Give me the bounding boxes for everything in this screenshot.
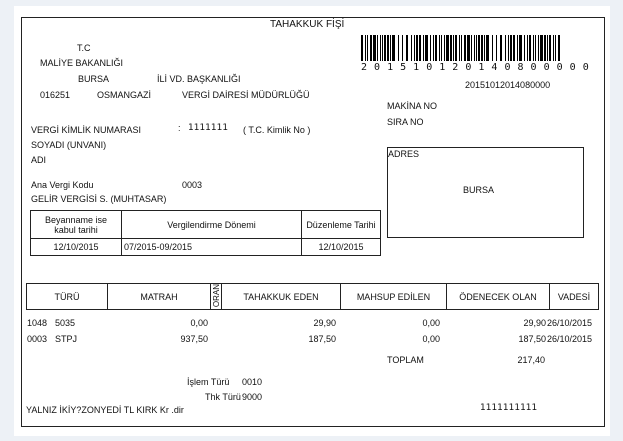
barcode-bar <box>496 35 497 61</box>
barcode-bar <box>464 35 466 61</box>
barcode-bar <box>484 35 485 61</box>
vkn-sep: : <box>178 123 181 133</box>
barcode-bar <box>540 35 543 61</box>
period-cell: 12/10/2015 <box>31 239 122 256</box>
barcode-bar <box>367 35 368 61</box>
barcode-icon <box>361 35 568 61</box>
amount-words: YALNIZ İKİY?ZONYEDİ TL KIRK Kr .dir <box>26 405 184 415</box>
barcode-bar <box>423 35 424 61</box>
barcode-bar <box>524 35 525 61</box>
barcode-bar <box>453 35 454 61</box>
ana-vergi-label: Ana Vergi Kodu <box>31 180 94 190</box>
row-type: 5035 <box>55 318 76 328</box>
barcode-bar <box>535 35 536 61</box>
barcode-bar <box>533 35 534 61</box>
islem-label: İşlem Türü <box>187 377 230 387</box>
barcode-bar <box>406 35 408 61</box>
barcode-bar <box>544 35 546 61</box>
vkn-label: VERGİ KİMLİK NUMARASI <box>31 125 142 135</box>
thk-label: Thk Türü <box>205 392 241 402</box>
barcode-bar <box>444 35 445 61</box>
barcode-bar <box>392 35 395 61</box>
barcode-bar <box>529 35 531 61</box>
col-header: MATRAH <box>108 284 211 310</box>
total-label: TOPLAM <box>387 355 424 365</box>
address-box <box>387 147 584 238</box>
barcode-bar <box>558 35 560 61</box>
vkn-note: ( T.C. Kimlik No ) <box>243 125 311 135</box>
barcode-bar <box>370 35 372 61</box>
tax-name: GELİR VERGİSİ S. (MUHTASAR) <box>31 194 167 204</box>
barcode-bar <box>527 35 528 61</box>
barcode-bar <box>492 35 493 61</box>
barcode-bar <box>547 35 548 61</box>
barcode-bar <box>387 35 389 61</box>
barcode-bar <box>411 35 412 61</box>
col-header: TAHAKKUK EDEN <box>222 284 341 310</box>
address-value: BURSA <box>463 185 495 195</box>
barcode-bar <box>459 35 460 61</box>
barcode-bar <box>361 35 363 61</box>
barcode-bar <box>382 35 383 61</box>
barcode-bar <box>433 35 434 61</box>
period-cell: 07/2015-09/2015 <box>122 239 302 256</box>
adi-label: ADI <box>31 155 47 165</box>
barcode-bar <box>476 35 477 61</box>
ana-vergi-value: 0003 <box>182 180 203 190</box>
barcode-bar <box>425 35 428 61</box>
row-odenecek: 29,90 <box>523 318 546 328</box>
barcode-bar <box>446 35 449 61</box>
col-header: VADESİ <box>550 284 599 310</box>
row-code: 1048 <box>27 318 48 328</box>
barcode-bar <box>513 35 515 61</box>
row-vade: 26/10/2015 <box>547 334 593 344</box>
row-code: 0003 <box>27 334 48 344</box>
barcode-bar <box>486 35 489 61</box>
barcode-bar <box>416 35 418 61</box>
row-matrah: 937,50 <box>180 334 208 344</box>
barcode-bar <box>519 35 522 61</box>
barcode-bar <box>384 35 386 61</box>
barcode-bar <box>380 35 381 61</box>
row-matrah: 0,00 <box>190 318 208 328</box>
barcode-bar <box>402 35 403 61</box>
barcode-bar <box>549 35 551 61</box>
period-header: Beyanname ise kabul tarihi <box>31 211 122 239</box>
reference-number: 1111111111 <box>480 403 538 413</box>
soyadi-label: SOYADI (UNVANI) <box>31 140 107 150</box>
barcode-bar <box>474 35 475 61</box>
row-odenecek: 187,50 <box>518 334 546 344</box>
document-title: TAHAKKUK FİŞİ <box>270 19 345 30</box>
barcode-bar <box>430 35 431 61</box>
period-header: Vergilendirme Dönemi <box>122 211 302 239</box>
period-cell: 12/10/2015 <box>302 239 381 256</box>
city-label: BURSA <box>78 74 110 84</box>
col-header: MAHSUP EDİLEN <box>341 284 447 310</box>
barcode-bar <box>517 35 518 61</box>
makina-label: MAKİNA NO <box>387 101 438 111</box>
barcode-bar <box>365 35 366 61</box>
row-tahakkuk: 29,90 <box>313 318 336 328</box>
barcode-number: 20151012014080000 <box>465 80 551 90</box>
barcode-bar <box>435 35 437 61</box>
barcode-bar <box>538 35 539 61</box>
barcode-bar <box>510 35 512 61</box>
total-value: 217,40 <box>517 355 545 365</box>
city-suffix: İLİ VD. BAŞKANLIĞI <box>157 74 241 84</box>
col-header: ÖDENECEK OLAN <box>447 284 550 310</box>
row-type: STPJ <box>55 334 78 344</box>
row-mahsup: 0,00 <box>422 334 440 344</box>
office-name: OSMANGAZİ <box>97 90 152 100</box>
barcode-bar <box>439 35 440 61</box>
col-header: ORAN <box>211 284 221 308</box>
office-suffix: VERGİ DAİRESİ MÜDÜRLÜĞÜ <box>182 90 310 100</box>
barcode-bar <box>467 35 470 61</box>
barcode-bar <box>508 35 509 61</box>
period-table <box>30 210 381 256</box>
row-mahsup: 0,00 <box>422 318 440 328</box>
barcode-bar <box>441 35 442 61</box>
barcode-bar <box>471 35 472 61</box>
barcode-bar <box>450 35 452 61</box>
barcode-bar <box>461 35 462 61</box>
barcode-bar <box>481 35 483 61</box>
barcode-bar <box>478 35 480 61</box>
barcode-bar <box>373 35 376 61</box>
barcode-bar <box>553 35 554 61</box>
row-tahakkuk: 187,50 <box>308 334 336 344</box>
barcode-bar <box>555 35 556 61</box>
barcode-bar <box>390 35 391 61</box>
row-vade: 26/10/2015 <box>547 318 593 328</box>
barcode-digits: 2 0 1 5 1 0 1 2 0 1 4 0 8 0 0 0 0 0 <box>361 62 590 73</box>
islem-value: 0010 <box>242 377 263 387</box>
barcode-bar <box>505 35 506 61</box>
barcode-bar <box>500 35 502 61</box>
sira-label: SIRA NO <box>387 117 424 127</box>
col-header: TÜRÜ <box>27 284 108 310</box>
address-label: ADRES <box>388 149 420 159</box>
barcode-bar <box>414 35 415 61</box>
main-table-header <box>26 283 599 310</box>
thk-value: 9000 <box>242 392 263 402</box>
tc-label: T.C <box>77 43 91 53</box>
period-header: Düzenleme Tarihi <box>302 211 381 239</box>
office-code: 016251 <box>40 90 71 100</box>
vkn-value: 1111111 <box>188 123 229 133</box>
barcode-bar <box>419 35 421 61</box>
ministry-label: MALİYE BAKANLIĞI <box>40 58 124 68</box>
barcode-bar <box>398 35 399 61</box>
barcode-bar <box>455 35 457 61</box>
barcode-bar <box>377 35 378 61</box>
